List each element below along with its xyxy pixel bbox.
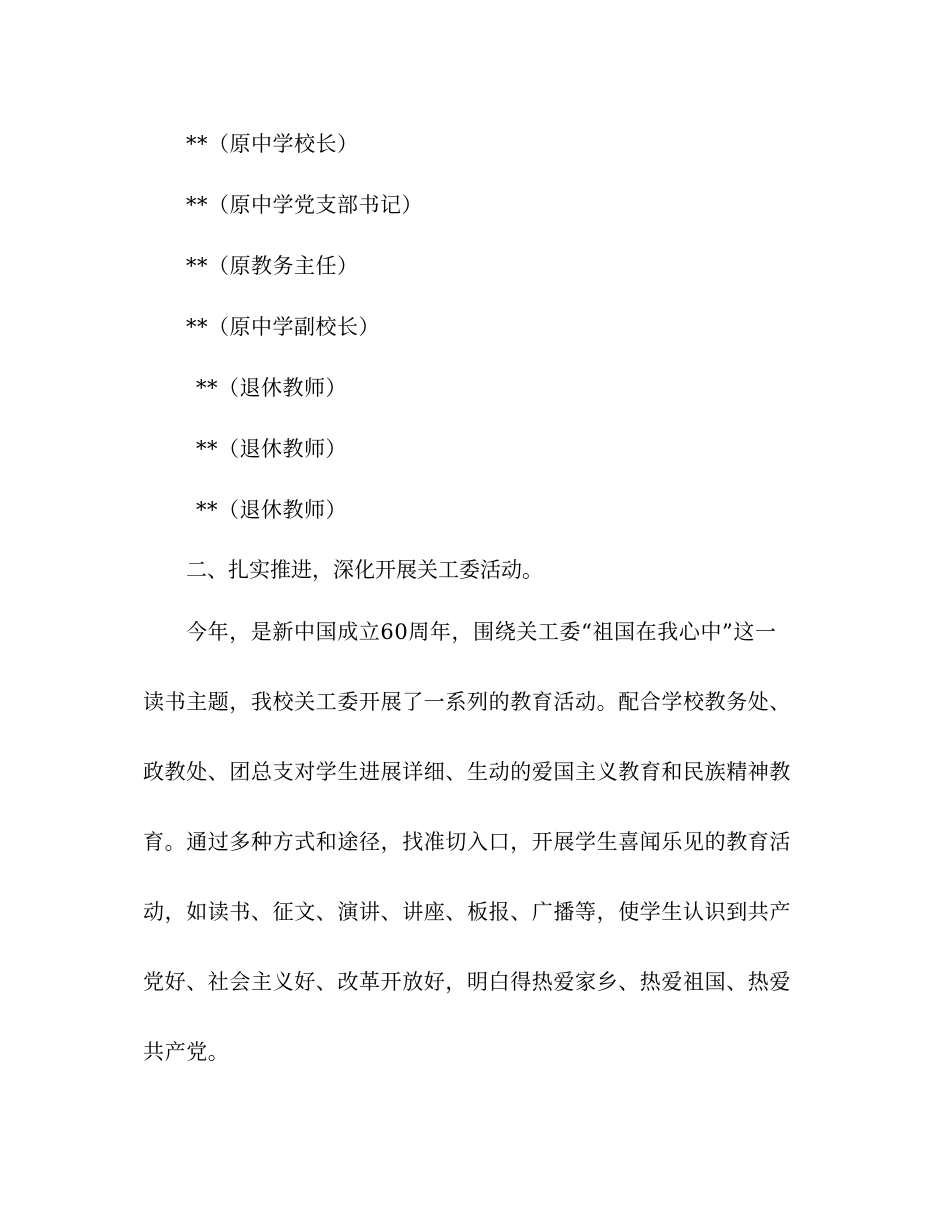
member-line-retired-teacher-1: **（退休教师） <box>196 376 347 400</box>
paragraph-line: 共产党。 <box>143 1040 230 1064</box>
member-line-principal: **（原中学校长） <box>186 132 359 156</box>
member-line-academic-director: **（原教务主任） <box>186 254 359 278</box>
paragraph-line: 读书主题，我校关工委开展了一系列的教育活动。配合学校教务处、 <box>143 690 791 714</box>
member-line-party-secretary: **（原中学党支部书记） <box>186 193 423 217</box>
paragraph-line: 今年，是新中国成立60周年，围绕关工委“祖国在我心中”这一 <box>186 620 777 644</box>
paragraph-line: 政教处、团总支对学生进展详细、生动的爱国主义教育和民族精神教 <box>143 760 791 784</box>
member-line-vice-principal: **（原中学副校长） <box>186 315 380 339</box>
member-line-retired-teacher-2: **（退休教师） <box>196 437 347 461</box>
paragraph-line: 党好、社会主义好、改革开放好，明白得热爱家乡、热爱祖国、热爱 <box>143 970 791 994</box>
paragraph-line: 动，如读书、征文、演讲、讲座、板报、广播等，使学生认识到共产 <box>143 900 791 924</box>
member-line-retired-teacher-3: **（退休教师） <box>196 498 347 522</box>
paragraph-line: 育。通过多种方式和途径，找准切入口，开展学生喜闻乐见的教育活 <box>143 830 791 854</box>
section-heading: 二、扎实推进，深化开展关工委活动。 <box>186 558 543 582</box>
